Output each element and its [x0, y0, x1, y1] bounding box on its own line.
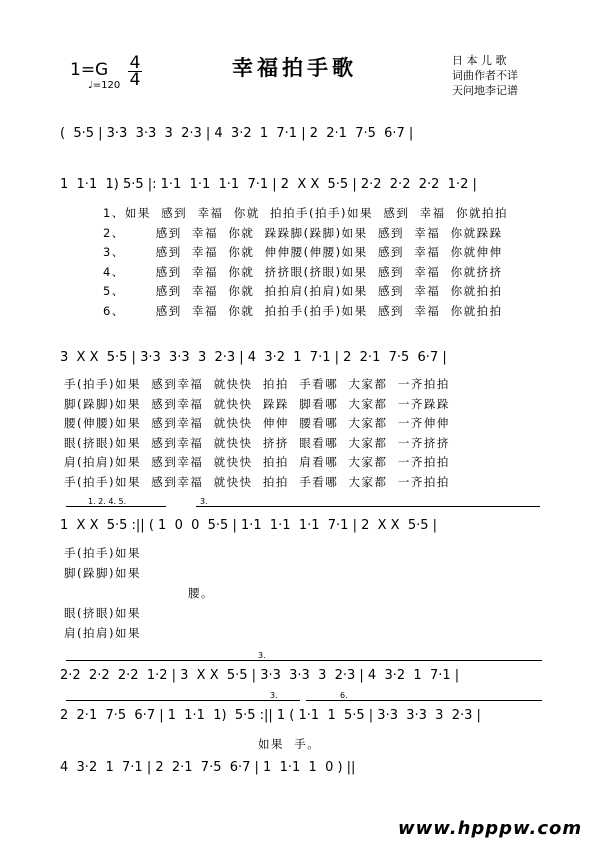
verse-line: 2、 感到 幸福 你就 跺跺脚(跺脚)如果 感到 幸福 你就跺跺: [103, 225, 503, 240]
time-top: 4: [129, 53, 141, 73]
verse-line: 手(拍手)如果 感到幸福 就快快 拍拍 手看哪 大家都 一齐拍拍: [64, 474, 450, 489]
verse-block-4: 如果 手。: [258, 737, 321, 751]
verse-line: 肩(拍肩)如果: [64, 626, 141, 640]
verse-block-2: [64, 376, 450, 493]
time-signature: [128, 55, 142, 88]
song-title: 幸福拍手歌: [232, 56, 357, 80]
credits: [452, 53, 518, 98]
ending-bracket-3: [66, 660, 542, 661]
site-watermark: www.hpppw.com: [398, 818, 583, 839]
verse-line: 脚(跺脚)如果: [64, 566, 141, 580]
score-line-1: ( 5·5 | 3·3 3·3 3 2·3 | 4 3·2 1 7·1 | 2 2·1 7·5 6·7 |: [60, 126, 414, 141]
key-signature: 1=G: [70, 60, 109, 80]
score-line-2: 1 1·1 1) 5·5 |: 1·1 1·1 1·1 7·1 | 2 X X 5·5 | 2·2 2·2 2·2 1·2 |: [60, 177, 477, 192]
ending-bracket-5: [306, 700, 542, 701]
verse-line: 眼(挤眼)如果 感到幸福 就快快 挤挤 眼看哪 大家都 一齐挤挤: [64, 435, 450, 450]
verse-line: 眼(挤眼)如果: [64, 606, 141, 620]
ending-label-4: 3.: [270, 691, 278, 700]
verse-block-1: [103, 205, 508, 322]
ending-bracket-2: [196, 506, 540, 507]
score-line-3: 3 X X 5·5 | 3·3 3·3 3 2·3 | 4 3·2 1 7·1 | 2 2·1 7·5 6·7 |: [60, 350, 447, 365]
verse-line: 4、 感到 幸福 你就 挤挤眼(挤眼)如果 感到 幸福 你就挤挤: [103, 264, 503, 279]
ending-label-5: 6.: [340, 691, 348, 700]
authors: 词曲作者不详: [452, 69, 518, 82]
ending-bracket-4: [66, 700, 300, 701]
score-line-7: 4 3·2 1 7·1 | 2 2·1 7·5 6·7 | 1 1·1 1 0 ) ||: [60, 760, 356, 775]
ending-label-1: 1. 2. 4. 5.: [88, 497, 127, 506]
verse-line: 5、 感到 幸福 你就 拍拍肩(拍肩)如果 感到 幸福 你就拍拍: [103, 284, 503, 298]
tempo-mark: ♩=120: [88, 80, 121, 91]
verse-line: 脚(跺脚)如果 感到幸福 就快快 跺跺 脚看哪 大家都 一齐跺跺: [64, 396, 450, 411]
score-line-5: 2·2 2·2 2·2 1·2 | 3 X X 5·5 | 3·3 3·3 3 2·3 | 4 3·2 1 7·1 |: [60, 668, 460, 683]
verse-line: 腰(伸腰)如果 感到幸福 就快快 伸伸 腰看哪 大家都 一齐伸伸: [64, 416, 450, 430]
verse-line: 肩(拍肩)如果 感到幸福 就快快 拍拍 肩看哪 大家都 一齐拍拍: [64, 455, 450, 469]
verse-line: 腰。: [188, 586, 214, 600]
verse-block-3: [64, 545, 214, 645]
ending-label-2: 3.: [200, 497, 208, 506]
ending-label-3: 3.: [258, 651, 266, 660]
ending-bracket-1: [66, 506, 166, 507]
verse-line: 3、 感到 幸福 你就 伸伸腰(伸腰)如果 感到 幸福 你就伸伸: [103, 245, 503, 259]
transcriber: 天问地李记谱: [452, 84, 518, 97]
time-bottom: 4: [129, 70, 141, 90]
verse-line: 手(拍手)如果 感到幸福 就快快 拍拍 手看哪 大家都 一齐拍拍: [64, 377, 450, 391]
origin: 日 本 儿 歌: [452, 54, 507, 67]
verse-line: 6、 感到 幸福 你就 拍拍手(拍手)如果 感到 幸福 你就拍拍: [103, 303, 503, 318]
verse-line: 1、如果 感到 幸福 你就 拍拍手(拍手)如果 感到 幸福 你就拍拍: [103, 206, 508, 220]
verse-line: 手(拍手)如果: [64, 546, 141, 560]
score-line-4: 1 X X 5·5 :|| ( 1 0 0 5·5 | 1·1 1·1 1·1 7·1 | 2 X X 5·5 |: [60, 518, 438, 533]
score-line-6: 2 2·1 7·5 6·7 | 1 1·1 1) 5·5 :|| 1 ( 1·1 1 5·5 | 3·3 3·3 3 2·3 |: [60, 708, 481, 723]
